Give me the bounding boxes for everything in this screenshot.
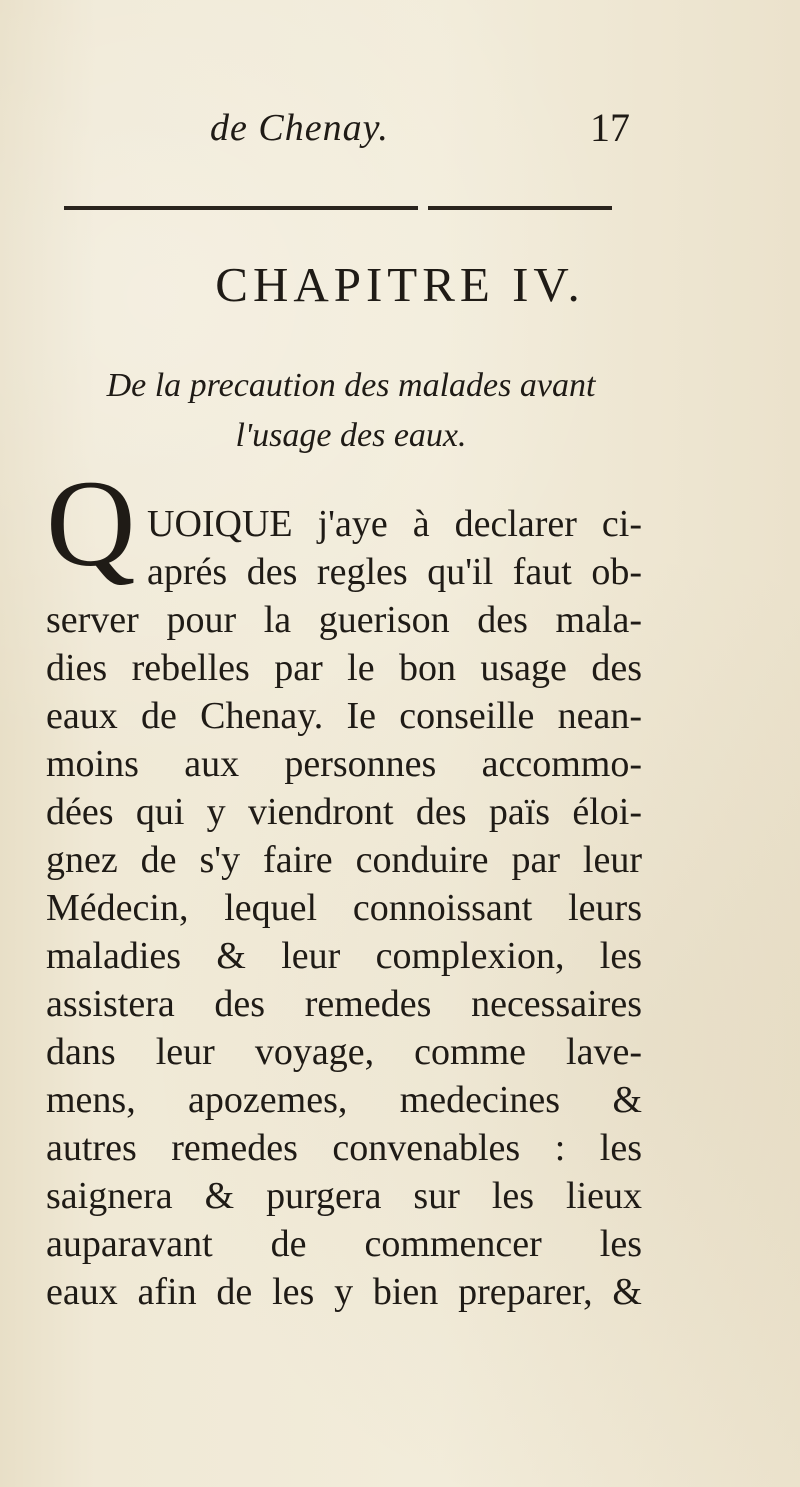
drop-cap: Q xyxy=(46,455,136,592)
header-rule-left xyxy=(64,206,418,210)
body-line: server pour la guerison des mala- xyxy=(46,599,642,641)
body-line: dées qui y viendront des païs éloi- xyxy=(46,791,642,833)
running-head xyxy=(0,100,800,160)
body-line: moins aux personnes accommo- xyxy=(46,743,642,785)
header-rule-right xyxy=(428,206,612,210)
body-line: Médecin, lequel connoissant leurs xyxy=(46,887,642,929)
body-line: maladies & leur complexion, les xyxy=(46,935,642,977)
page-number: 17 xyxy=(590,105,630,150)
body-line: saignera & purgera sur les lieux xyxy=(46,1175,642,1217)
chapter-subtitle xyxy=(56,361,646,461)
body-line: autres remedes convenables : les xyxy=(46,1127,642,1169)
chapter-subtitle-line: De la precaution des malades avant xyxy=(106,367,596,404)
body-line: gnez de s'y faire conduire par leur xyxy=(46,839,642,881)
body-line: eaux afin de les y bien preparer, & xyxy=(46,1271,642,1313)
body-line: aprés des regles qu'il faut ob- xyxy=(147,551,642,593)
body-line: eaux de Chenay. Ie conseille nean- xyxy=(46,695,642,737)
chapter-subtitle-line: l'usage des eaux. xyxy=(235,417,467,454)
body-line: dies rebelles par le bon usage des xyxy=(46,647,642,689)
body-line: UOIQUE j'aye à declarer ci- xyxy=(147,503,642,545)
chapter-heading: CHAPITRE IV. xyxy=(215,257,585,312)
body-line: auparavant de commencer les xyxy=(46,1223,642,1265)
body-line: assistera des remedes necessaires xyxy=(46,983,642,1025)
running-title: de Chenay. xyxy=(210,107,389,149)
body-line: mens, apozemes, medecines & xyxy=(46,1079,642,1121)
body-text xyxy=(46,500,642,1316)
body-line: dans leur voyage, comme lave- xyxy=(46,1031,642,1073)
